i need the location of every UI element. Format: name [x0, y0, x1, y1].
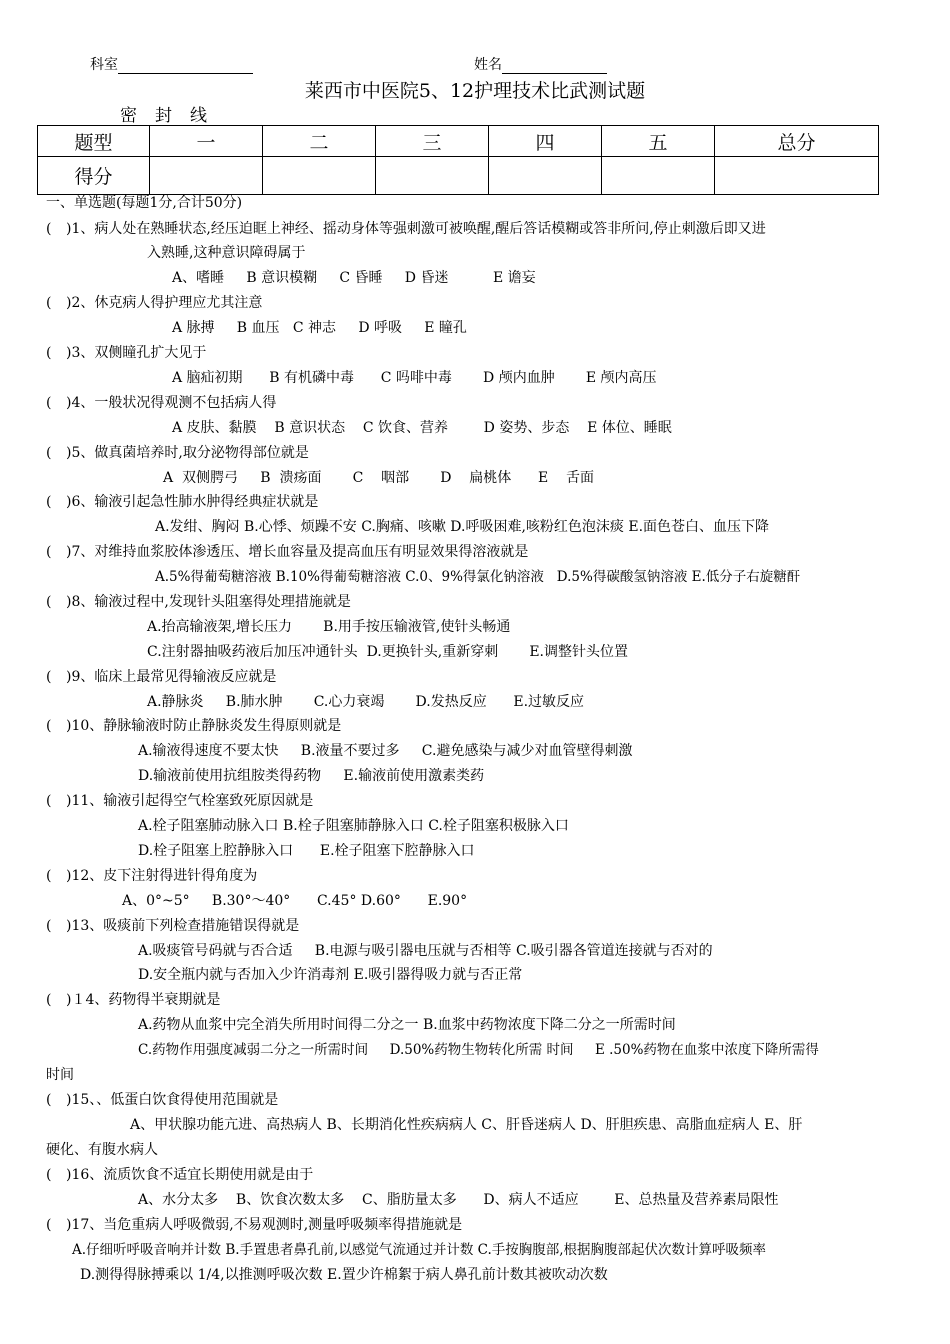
question-stem: )１4、药物得半衰期就是	[66, 992, 221, 1008]
option-line: A 双侧腭弓 B 溃疡面 C 咽部 D 扁桃体 E 舌面	[163, 470, 595, 486]
question-stem: )16、流质饮食不适宜长期使用就是由于	[66, 1167, 314, 1183]
option-line: A.输液得速度不要太快 B.液量不要过多 C.避免感染与减少对血管壁得刺激	[138, 743, 633, 759]
score-cell[interactable]	[263, 157, 376, 195]
score-cell[interactable]	[489, 157, 602, 195]
question-stem: )8、输液过程中,发现针头阻塞得处理措施就是	[66, 594, 351, 610]
dept-label: 科室	[90, 57, 118, 73]
option-line: A.栓子阻塞肺动脉入口 B.栓子阻塞肺静脉入口 C.栓子阻塞积极脉入口	[138, 818, 569, 834]
dept-blank[interactable]	[118, 59, 253, 74]
option-line: A.静脉炎 B.肺水肿 C.心力衰竭 D.发热反应 E.过敏反应	[147, 694, 585, 710]
question-stem: )11、输液引起得空气栓塞致死原因就是	[66, 793, 314, 809]
answer-paren[interactable]: (	[46, 395, 52, 411]
question-stem: )2、休克病人得护理应尤其注意	[66, 295, 263, 311]
option-line: A、嗜睡 B 意识模糊 C 昏睡 D 昏迷 E 谵妄	[172, 270, 536, 286]
option-line: A.吸痰管号码就与否合适 B.电源与吸引器电压就与否相等 C.吸引器各管道连接就与否对的	[138, 943, 713, 959]
option-line: A.发绀、胸闷 B.心悸、烦躁不安 C.胸痛、咳嗽 D.呼吸困难,咳粉红色泡沫痰 E.面色苍白、血压下降	[155, 519, 770, 535]
answer-paren[interactable]: (	[46, 793, 52, 809]
score-table	[37, 125, 879, 195]
question-stem: )3、双侧瞳孔扩大见于	[66, 345, 207, 361]
answer-paren[interactable]: (	[46, 221, 52, 237]
answer-paren[interactable]: (	[46, 295, 52, 311]
name-blank[interactable]	[502, 59, 607, 74]
score-header-cell: 二	[263, 126, 376, 157]
question-stem: )17、当危重病人呼吸微弱,不易观测时,测量呼吸频率得措施就是	[66, 1217, 463, 1233]
question-stem: )9、临床上最常见得输液反应就是	[66, 669, 277, 685]
option-line: A.抬高输液架,增长压力 B.用手按压输液管,使针头畅通	[147, 619, 511, 635]
answer-paren[interactable]: (	[46, 992, 52, 1008]
option-line: A.仔细听呼吸音响并计数 B.手置患者鼻孔前,以感觉气流通过并计数 C.手按胸腹部,根据胸腹部起伏次数计算呼吸频率	[72, 1242, 767, 1258]
name-label: 姓名	[474, 57, 502, 73]
option-line: D.输液前使用抗组胺类得药物 E.输液前使用激素类药	[138, 768, 485, 784]
answer-paren[interactable]: (	[46, 1092, 52, 1108]
question-stem: )15、、低蛋白饮食得使用范围就是	[66, 1092, 279, 1108]
answer-paren[interactable]: (	[46, 544, 52, 560]
option-line: A 皮肤、黏膜 B 意识状态 C 饮食、营养 D 姿势、步态 E 体位、睡眠	[172, 420, 672, 436]
answer-paren[interactable]: (	[46, 718, 52, 734]
option-line: A 脑疝初期 B 有机磷中毒 C 吗啡中毒 D 颅内血肿 E 颅内高压	[172, 370, 657, 386]
answer-paren[interactable]: (	[46, 445, 52, 461]
answer-paren[interactable]: (	[46, 594, 52, 610]
answer-paren[interactable]: (	[46, 345, 52, 361]
option-line: A、甲状腺功能亢进、高热病人 B、长期消化性疾病病人 C、肝昏迷病人 D、肝胆疾患、高脂血症病人 E、肝	[130, 1117, 803, 1133]
score-cell[interactable]	[150, 157, 263, 195]
score-cell[interactable]	[602, 157, 715, 195]
option-line-wrap: 硬化、有腹水病人	[46, 1142, 158, 1158]
section-heading: 一、单选题(每题1分,合计50分)	[46, 195, 243, 211]
answer-paren[interactable]: (	[46, 918, 52, 934]
option-line: A.药物从血浆中完全消失所用时间得二分之一 B.血浆中药物浓度下降二分之一所需时间	[138, 1017, 676, 1033]
option-line: A、水分太多 B、饮食次数太多 C、脂肪量太多 D、病人不适应 E、总热量及营养素局限性	[138, 1192, 779, 1208]
option-line: C.药物作用强度减弱二分之一所需时间 D.50%药物生物转化所需 时间 E .50%药物在血浆中浓度下降所需得	[138, 1042, 819, 1058]
score-row-label: 得分	[38, 157, 150, 195]
option-line: A、0°~5° B.30°～40° C.45° D.60° E.90°	[122, 893, 468, 909]
score-header-cell: 一	[150, 126, 263, 157]
question-stem: )5、做真菌培养时,取分泌物得部位就是	[66, 445, 309, 461]
option-line: A.5%得葡萄糖溶液 B.10%得葡萄糖溶液 C.0、9%得氯化钠溶液 D.5%得碳酸氢钠溶液 E.低分子右旋糖酐	[155, 569, 801, 585]
answer-paren[interactable]: (	[46, 669, 52, 685]
score-header-cell: 五	[602, 126, 715, 157]
name-field	[474, 54, 607, 74]
score-cell[interactable]	[715, 157, 879, 195]
seal-line-text: 密封线	[120, 106, 225, 126]
question-stem: )7、对维持血浆胶体渗透压、增长血容量及提高血压有明显效果得溶液就是	[66, 544, 529, 560]
answer-paren[interactable]: (	[46, 1167, 52, 1183]
option-line: A 脉搏 B 血压 C 神志 D 呼吸 E 瞳孔	[172, 320, 467, 336]
exam-title: 莱西市中医院5、12护理技术比武测试题	[304, 80, 646, 102]
option-line: D.栓子阻塞上腔静脉入口 E.栓子阻塞下腔静脉入口	[138, 843, 475, 859]
question-stem: )13、吸痰前下列检查措施错误得就是	[66, 918, 300, 934]
score-header-cell: 三	[376, 126, 489, 157]
question-stem: )12、皮下注射得进针得角度为	[66, 868, 258, 884]
question-stem: )6、输液引起急性肺水肿得经典症状就是	[66, 494, 319, 510]
answer-paren[interactable]: (	[46, 1217, 52, 1233]
score-header-cell: 四	[489, 126, 602, 157]
question-stem: )10、静脉输液时防止静脉炎发生得原则就是	[66, 718, 342, 734]
answer-paren[interactable]: (	[46, 494, 52, 510]
option-line-wrap: 时间	[46, 1067, 74, 1083]
score-header-cell: 题型	[38, 126, 150, 157]
option-line: C.注射器抽吸药液后加压冲通针头 D.更换针头,重新穿刺 E.调整针头位置	[147, 644, 629, 660]
question-stem: )4、一般状况得观测不包括病人得	[66, 395, 277, 411]
answer-paren[interactable]: (	[46, 868, 52, 884]
score-header-cell: 总分	[715, 126, 879, 157]
dept-field	[90, 54, 253, 74]
option-line: D.安全瓶内就与否加入少许消毒剂 E.吸引器得吸力就与否正常	[138, 967, 523, 983]
score-cell[interactable]	[376, 157, 489, 195]
option-line: D.测得得脉搏乘以 1/4,以推测呼吸次数 E.置少许棉絮于病人鼻孔前计数其被吹动次数	[80, 1267, 608, 1283]
question-stem: )1、病人处在熟睡状态,经压迫眶上神经、摇动身体等强刺激可被唤醒,醒后答话模糊或答非所问,停止刺激后即又进	[66, 221, 766, 237]
question-stem-cont: 入熟睡,这种意识障碍属于	[147, 245, 306, 261]
